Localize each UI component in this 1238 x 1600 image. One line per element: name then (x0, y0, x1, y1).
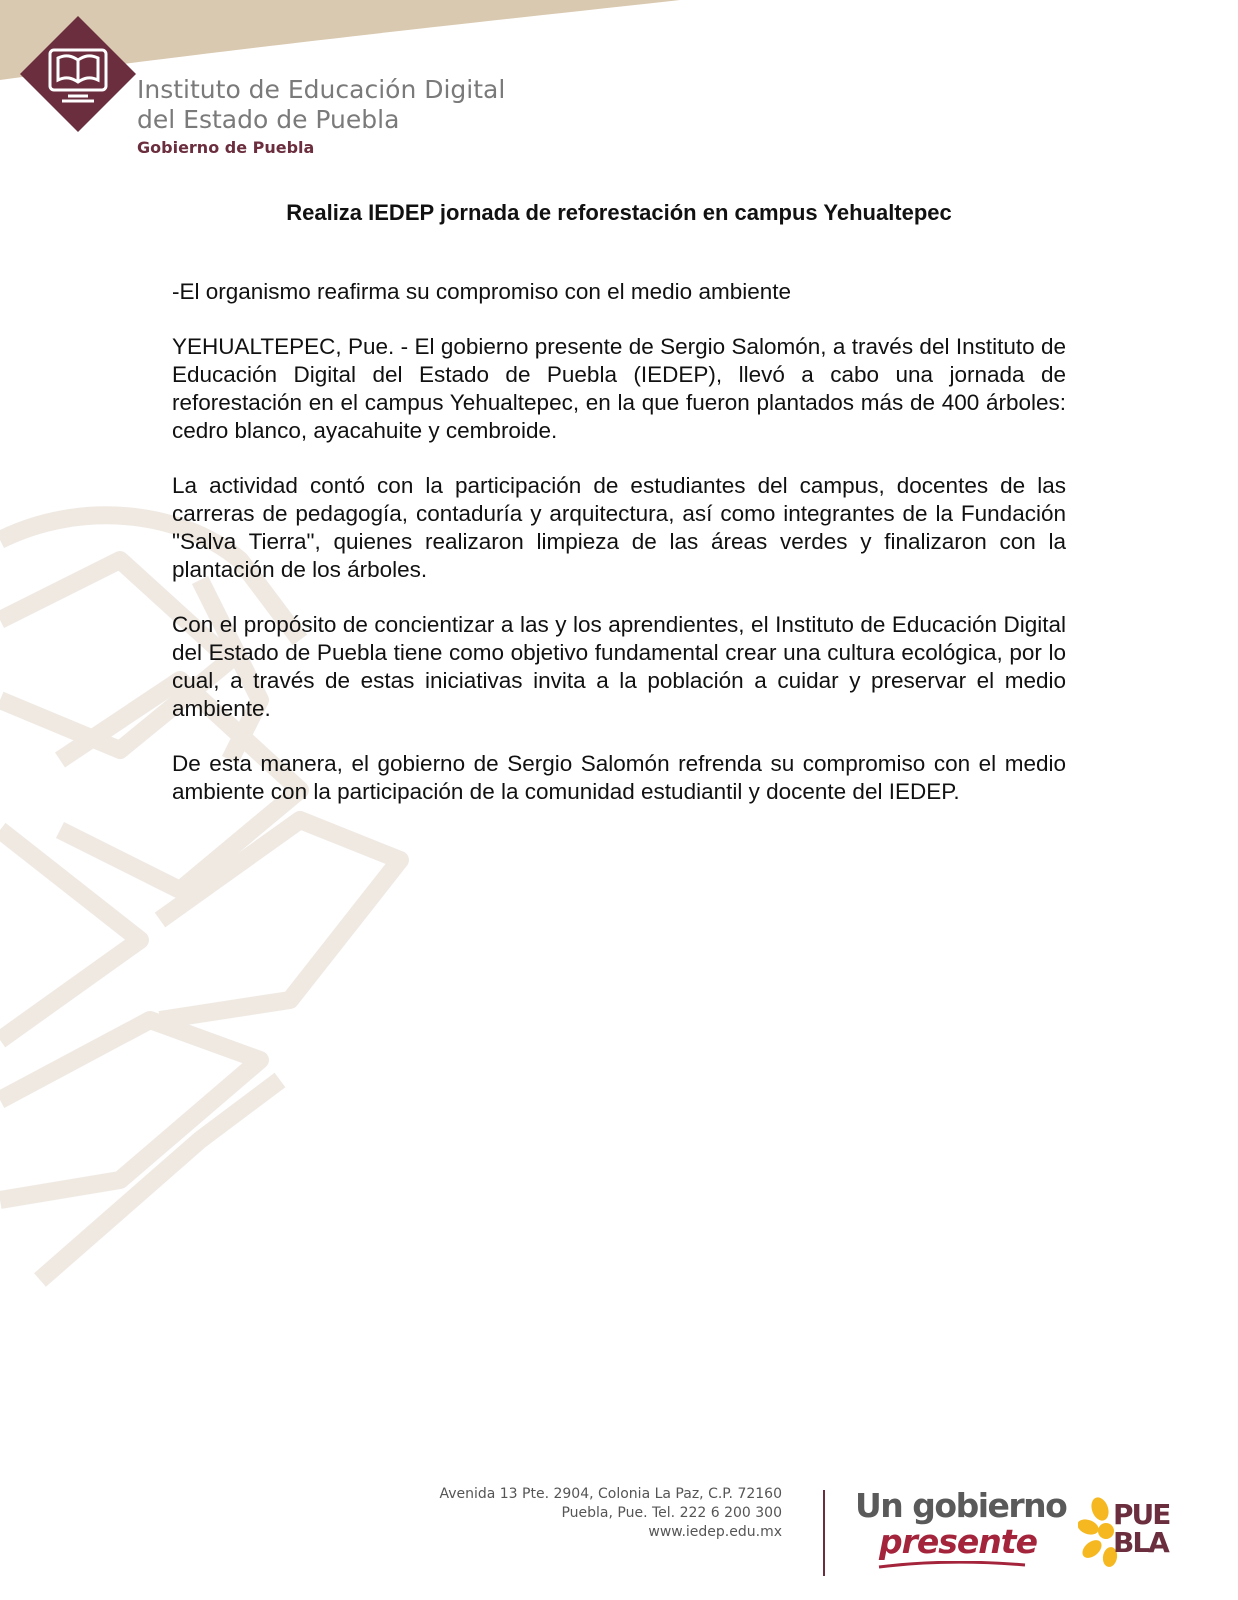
puebla-wordmark-line1: PUE (1113, 1498, 1170, 1531)
footer-address (400, 1485, 782, 1542)
puebla-wordmark-line2: BLA (1113, 1526, 1168, 1559)
slogan-line2: presente (879, 1522, 1037, 1561)
puebla-wordmark (1113, 1498, 1170, 1559)
paragraph-3: Con el propósito de concientizar a las y los aprendientes, el Instituto de Educación Digital del Estado de Puebla tiene como objetivo fundamental crear una cultura ecológica, por lo cual, a través de estas iniciativas invita a la población a cuidar y preservar el medio ambiente. (172, 612, 1066, 721)
footer-divider (823, 1490, 825, 1576)
paragraph-1: YEHUALTEPEC, Pue. - El gobierno presente de Sergio Salomón, a través del Instituto de Educación Digital del Estado de Puebla (IEDEP), llevó a cabo una jornada de reforestación en el campus Yehualtepec, en la que fueron plantados más de 400 árboles: cedro blanco, ayacahuite y cembroide. (172, 334, 1066, 443)
headline: Realiza IEDEP jornada de reforestación en campus Yehualtepec (286, 200, 952, 225)
puebla-state-logo (1078, 1495, 1188, 1570)
institution-logo (18, 14, 138, 134)
institution-name-line2: del Estado de Puebla (137, 105, 400, 134)
subheadline: -El organismo reafirma su compromiso con el medio ambiente (172, 279, 792, 304)
article-body (172, 278, 1066, 833)
institution-name (137, 75, 505, 135)
slogan-underline (877, 1561, 1027, 1569)
paragraph-2: La actividad contó con la participación de estudiantes del campus, docentes de las carreras de pedagogía, contaduría y arquitectura, así como integrantes de la Fundación "Salva Tierra", quienes realizaron limpieza de las áreas verdes y finalizaron con la plantación de los árboles. (172, 473, 1066, 582)
institution-name-line1: Instituto de Educación Digital (137, 75, 506, 104)
slogan-line1: Un gobierno (855, 1486, 1067, 1525)
paragraph-4: De esta manera, el gobierno de Sergio Salomón refrenda su compromiso con el medio ambiente con la participación de la comunidad estudiantil y docente del IEDEP. (172, 751, 1066, 804)
slogan-logo (855, 1486, 1067, 1561)
website-link[interactable]: www.iedep.edu.mx (648, 1524, 782, 1540)
address-line2: Puebla, Pue. Tel. 222 6 200 300 (561, 1505, 782, 1521)
address-line1: Avenida 13 Pte. 2904, Colonia La Paz, C.P. 72160 (439, 1486, 782, 1502)
government-label: Gobierno de Puebla (137, 138, 315, 157)
